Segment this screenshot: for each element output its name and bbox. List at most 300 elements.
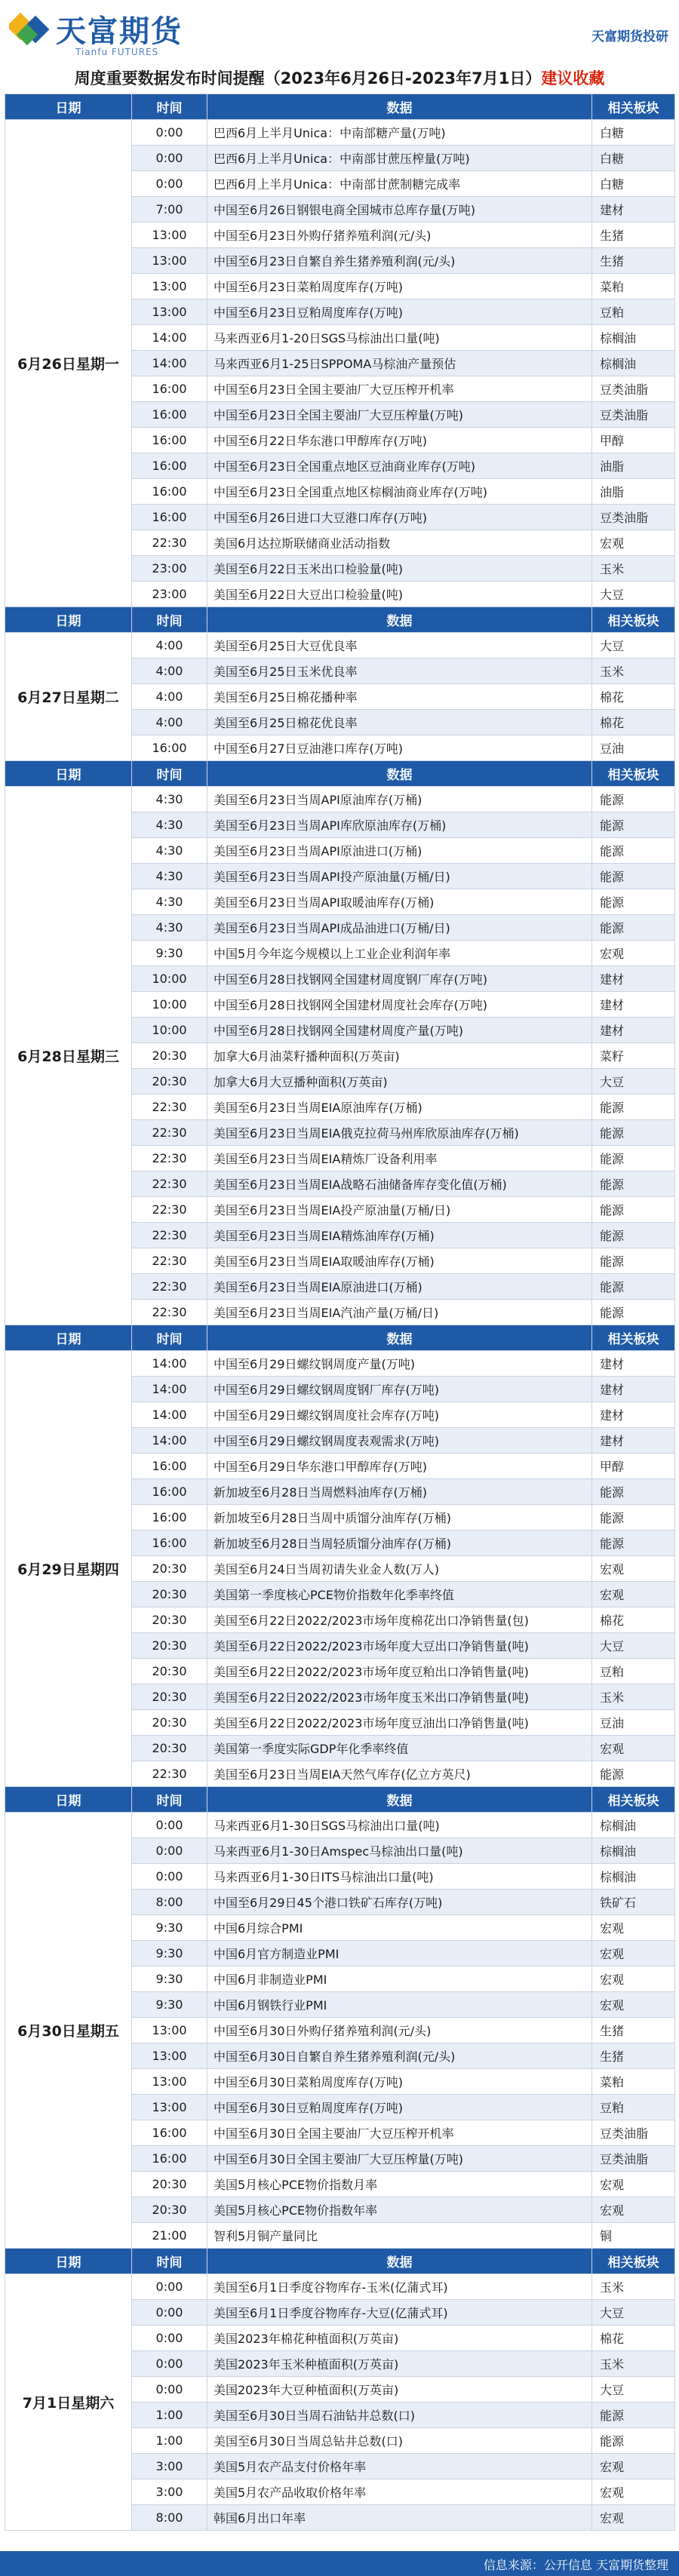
data-cell: 美国至6月23日当周API原油进口(万桶) (207, 838, 592, 864)
sector-cell: 豆粕 (592, 1659, 675, 1684)
header-date: 日期 (5, 94, 132, 120)
time-cell: 14:00 (132, 1402, 207, 1428)
sector-cell: 能源 (592, 1300, 675, 1325)
sector-cell: 能源 (592, 864, 675, 889)
sector-cell: 大豆 (592, 2300, 675, 2326)
data-cell: 美国5月核心PCE物价指数年率 (207, 2197, 592, 2223)
data-cell: 美国至6月23日当周API库欣原油库存(万桶) (207, 812, 592, 838)
data-cell: 美国至6月22日2022/2023市场年度玉米出口净销售量(吨) (207, 1684, 592, 1710)
time-cell: 13:00 (132, 299, 207, 325)
sector-cell: 白糖 (592, 146, 675, 171)
header-data: 数据 (207, 1787, 592, 1813)
time-cell: 14:00 (132, 1377, 207, 1402)
data-cell: 中国至6月23日外购仔猪养殖利润(元/头) (207, 223, 592, 248)
sector-cell: 能源 (592, 1505, 675, 1531)
time-cell: 0:00 (132, 2326, 207, 2351)
time-cell: 4:30 (132, 915, 207, 941)
header-time: 时间 (132, 1325, 207, 1351)
time-cell: 20:30 (132, 1684, 207, 1710)
sector-cell: 建材 (592, 197, 675, 223)
data-cell: 加拿大6月油菜籽播种面积(万英亩) (207, 1043, 592, 1069)
header-time: 时间 (132, 2249, 207, 2274)
header-sector: 相关板块 (592, 607, 675, 633)
time-cell: 22:30 (132, 1761, 207, 1787)
sector-cell: 建材 (592, 1018, 675, 1043)
data-cell: 马来西亚6月1-20日SGS马棕油出口量(吨) (207, 325, 592, 351)
data-cell: 中国至6月23日全国重点地区棕榈油商业库存(万吨) (207, 479, 592, 505)
sector-cell: 能源 (592, 1120, 675, 1146)
time-cell: 22:30 (132, 1120, 207, 1146)
table-row (5, 633, 675, 659)
sector-cell: 能源 (592, 1223, 675, 1248)
sector-cell: 宏观 (592, 1941, 675, 1967)
sector-cell: 宏观 (592, 530, 675, 556)
data-cell: 中国6月非制造业PMI (207, 1967, 592, 1992)
data-cell: 美国至6月23日当周EIA精炼油库存(万桶) (207, 1223, 592, 1248)
data-cell: 美国至6月25日棉花优良率 (207, 710, 592, 735)
sector-cell: 棕榈油 (592, 1838, 675, 1864)
sector-cell: 棉花 (592, 710, 675, 735)
day-date-cell: 6月29日星期四 (5, 1351, 132, 1787)
time-cell: 13:00 (132, 274, 207, 299)
day-date-cell: 6月27日星期二 (5, 633, 132, 761)
data-cell: 中国至6月28日找钢网全国建材周度钢厂库存(万吨) (207, 966, 592, 992)
column-header-row (5, 761, 675, 787)
time-cell: 10:00 (132, 966, 207, 992)
sector-cell: 能源 (592, 812, 675, 838)
sector-cell: 宏观 (592, 2172, 675, 2197)
day-section (5, 94, 675, 607)
data-cell: 中国6月钢铁行业PMI (207, 1992, 592, 2018)
time-cell: 20:30 (132, 2197, 207, 2223)
time-cell: 9:30 (132, 941, 207, 966)
time-cell: 14:00 (132, 351, 207, 376)
sector-cell: 豆油 (592, 735, 675, 761)
day-section (5, 1325, 675, 1787)
sector-cell: 能源 (592, 838, 675, 864)
time-cell: 16:00 (132, 453, 207, 479)
time-cell: 20:30 (132, 1710, 207, 1736)
time-cell: 16:00 (132, 1531, 207, 1556)
data-cell: 美国2023年大豆种植面积(万英亩) (207, 2377, 592, 2403)
time-cell: 16:00 (132, 402, 207, 428)
time-cell: 14:00 (132, 1428, 207, 1454)
sector-cell: 能源 (592, 915, 675, 941)
sector-cell: 菜粕 (592, 274, 675, 299)
time-cell: 14:00 (132, 1351, 207, 1377)
sector-cell: 菜籽 (592, 1043, 675, 1069)
time-cell: 22:30 (132, 1197, 207, 1223)
time-cell: 13:00 (132, 2095, 207, 2120)
header-time: 时间 (132, 761, 207, 787)
data-cell: 马来西亚6月1-25日SPPOMA马棕油产量预估 (207, 351, 592, 376)
sector-cell: 玉米 (592, 2351, 675, 2377)
sector-cell: 能源 (592, 889, 675, 915)
header-date: 日期 (5, 761, 132, 787)
sector-cell: 能源 (592, 1197, 675, 1223)
time-cell: 0:00 (132, 171, 207, 197)
time-cell: 22:30 (132, 1223, 207, 1248)
time-cell: 22:30 (132, 1248, 207, 1274)
time-cell: 13:00 (132, 223, 207, 248)
sector-cell: 建材 (592, 1377, 675, 1402)
table-row (5, 1813, 675, 1838)
data-cell: 中国至6月29日华东港口甲醇库存(万吨) (207, 1454, 592, 1479)
header-data: 数据 (207, 607, 592, 633)
header-time: 时间 (132, 94, 207, 120)
sector-cell: 棉花 (592, 2326, 675, 2351)
time-cell: 16:00 (132, 735, 207, 761)
data-cell: 中国6月官方制造业PMI (207, 1941, 592, 1967)
data-cell: 中国至6月26日钢银电商全国城市总库存量(万吨) (207, 197, 592, 223)
data-cell: 美国5月农产品支付价格年率 (207, 2454, 592, 2479)
time-cell: 0:00 (132, 2300, 207, 2326)
sector-cell: 棕榈油 (592, 325, 675, 351)
data-cell: 中国至6月30日全国主要油厂大豆压榨量(万吨) (207, 2146, 592, 2172)
sector-cell: 能源 (592, 1171, 675, 1197)
sector-cell: 大豆 (592, 1633, 675, 1659)
sector-cell: 宏观 (592, 1992, 675, 2018)
sector-cell: 能源 (592, 1479, 675, 1505)
time-cell: 4:30 (132, 787, 207, 812)
time-cell: 20:30 (132, 1736, 207, 1761)
table-row (5, 120, 675, 146)
data-cell: 美国2023年棉花种植面积(万英亩) (207, 2326, 592, 2351)
header-date: 日期 (5, 2249, 132, 2274)
time-cell: 22:30 (132, 1300, 207, 1325)
sector-cell: 生猪 (592, 248, 675, 274)
data-cell: 美国至6月24日当周初请失业金人数(万人) (207, 1556, 592, 1582)
time-cell: 4:00 (132, 659, 207, 684)
data-cell: 美国至6月22日2022/2023市场年度豆油出口净销售量(吨) (207, 1710, 592, 1736)
time-cell: 16:00 (132, 2146, 207, 2172)
sector-cell: 宏观 (592, 1967, 675, 1992)
header-sector: 相关板块 (592, 761, 675, 787)
sector-cell: 棕榈油 (592, 1864, 675, 1890)
time-cell: 20:30 (132, 1659, 207, 1684)
sector-cell: 大豆 (592, 633, 675, 659)
sector-cell: 豆粕 (592, 299, 675, 325)
time-cell: 4:30 (132, 812, 207, 838)
time-cell: 16:00 (132, 2120, 207, 2146)
header-time: 时间 (132, 1787, 207, 1813)
table-row (5, 1351, 675, 1377)
time-cell: 13:00 (132, 2043, 207, 2069)
data-cell: 中国至6月30日豆粕周度库存(万吨) (207, 2095, 592, 2120)
time-cell: 23:00 (132, 582, 207, 607)
time-cell: 4:30 (132, 864, 207, 889)
data-cell: 巴西6月上半月Unica：中南部糖产量(万吨) (207, 120, 592, 146)
data-cell: 中国至6月23日全国重点地区豆油商业库存(万吨) (207, 453, 592, 479)
data-cell: 巴西6月上半月Unica：中南部甘蔗压榨量(万吨) (207, 146, 592, 171)
data-cell: 新加坡至6月28日当周中质馏分油库存(万桶) (207, 1505, 592, 1531)
day-section (5, 1787, 675, 2249)
sector-cell: 甲醇 (592, 1454, 675, 1479)
data-cell: 马来西亚6月1-30日Amspec马棕油出口量(吨) (207, 1838, 592, 1864)
title-text: 周度重要数据发布时间提醒（2023年6月26日-2023年7月1日） (74, 69, 542, 88)
sector-cell: 大豆 (592, 1069, 675, 1095)
table-row (5, 787, 675, 812)
header-data: 数据 (207, 1325, 592, 1351)
data-cell: 中国至6月30日菜粕周度库存(万吨) (207, 2069, 592, 2095)
sector-cell: 建材 (592, 1351, 675, 1377)
column-header-row (5, 1787, 675, 1813)
data-cell: 中国至6月23日自繁自养生猪养殖利润(元/头) (207, 248, 592, 274)
time-cell: 9:30 (132, 1992, 207, 2018)
data-cell: 中国至6月29日螺纹钢周度表观需求(万吨) (207, 1428, 592, 1454)
time-cell: 22:30 (132, 1274, 207, 1300)
column-header-row (5, 94, 675, 120)
column-header-row (5, 607, 675, 633)
time-cell: 4:00 (132, 710, 207, 735)
sector-cell: 宏观 (592, 2197, 675, 2223)
data-cell: 美国至6月23日当周API取暖油库存(万桶) (207, 889, 592, 915)
sector-cell: 玉米 (592, 556, 675, 582)
data-cell: 美国至6月23日当周EIA精炼厂设备利用率 (207, 1146, 592, 1171)
data-cell: 美国至6月25日棉花播种率 (207, 684, 592, 710)
sector-cell: 生猪 (592, 223, 675, 248)
header-date: 日期 (5, 607, 132, 633)
time-cell: 16:00 (132, 1454, 207, 1479)
sector-cell: 棉花 (592, 1607, 675, 1633)
column-header-row (5, 1325, 675, 1351)
data-cell: 中国至6月27日豆油港口库存(万吨) (207, 735, 592, 761)
data-cell: 美国至6月23日当周EIA俄克拉荷马州库欣原油库存(万桶) (207, 1120, 592, 1146)
sector-cell: 油脂 (592, 453, 675, 479)
sector-cell: 白糖 (592, 171, 675, 197)
data-cell: 美国至6月23日当周EIA战略石油储备库存变化值(万桶) (207, 1171, 592, 1197)
header-sector: 相关板块 (592, 2249, 675, 2274)
time-cell: 3:00 (132, 2454, 207, 2479)
time-cell: 9:30 (132, 1967, 207, 1992)
sector-cell: 豆类油脂 (592, 2146, 675, 2172)
data-cell: 韩国6月出口年率 (207, 2505, 592, 2531)
column-header-row (5, 2249, 675, 2274)
data-cell: 马来西亚6月1-30日SGS马棕油出口量(吨) (207, 1813, 592, 1838)
data-cell: 美国5月核心PCE物价指数月率 (207, 2172, 592, 2197)
time-cell: 4:30 (132, 838, 207, 864)
time-cell: 20:30 (132, 1582, 207, 1607)
time-cell: 10:00 (132, 1018, 207, 1043)
sector-cell: 能源 (592, 1761, 675, 1787)
data-cell: 美国至6月1日季度谷物库存-玉米(亿蒲式耳) (207, 2274, 592, 2300)
time-cell: 4:30 (132, 889, 207, 915)
sector-cell: 铜 (592, 2223, 675, 2249)
data-cell: 美国至6月23日当周EIA天然气库存(亿立方英尺) (207, 1761, 592, 1787)
data-cell: 中国至6月23日豆粕周度库存(万吨) (207, 299, 592, 325)
data-cell: 中国至6月23日全国主要油厂大豆压榨开机率 (207, 376, 592, 402)
data-cell: 美国至6月23日当周EIA原油进口(万桶) (207, 1274, 592, 1300)
data-cell: 中国至6月30日外购仔猪养殖利润(元/头) (207, 2018, 592, 2043)
data-cell: 美国至6月30日当周总钻井总数(口) (207, 2428, 592, 2454)
day-date-cell: 6月26日星期一 (5, 120, 132, 607)
header-data: 数据 (207, 94, 592, 120)
title-note: 建议收藏 (541, 69, 605, 88)
sector-cell: 宏观 (592, 2454, 675, 2479)
time-cell: 16:00 (132, 505, 207, 530)
sector-cell: 宏观 (592, 1556, 675, 1582)
data-cell: 美国至6月30日当周石油钻井总数(口) (207, 2403, 592, 2428)
data-cell: 智利5月铜产量同比 (207, 2223, 592, 2249)
sector-cell: 油脂 (592, 479, 675, 505)
page-title (0, 65, 679, 92)
footer-source: 信息来源：公开信息 天富期货整理 (483, 2558, 668, 2572)
data-cell: 美国至6月23日当周API成品油进口(万桶/日) (207, 915, 592, 941)
sector-cell: 能源 (592, 1146, 675, 1171)
data-cell: 巴西6月上半月Unica：中南部甘蔗制糖完成率 (207, 171, 592, 197)
header-sector: 相关板块 (592, 1325, 675, 1351)
time-cell: 20:30 (132, 1069, 207, 1095)
header-data: 数据 (207, 761, 592, 787)
day-date-cell: 6月30日星期五 (5, 1813, 132, 2249)
sector-cell: 宏观 (592, 2479, 675, 2505)
sector-cell: 豆粕 (592, 2095, 675, 2120)
sector-cell: 玉米 (592, 659, 675, 684)
time-cell: 20:30 (132, 1043, 207, 1069)
time-cell: 0:00 (132, 2351, 207, 2377)
sector-cell: 玉米 (592, 2274, 675, 2300)
time-cell: 8:00 (132, 2505, 207, 2531)
time-cell: 13:00 (132, 248, 207, 274)
time-cell: 1:00 (132, 2403, 207, 2428)
sector-cell: 能源 (592, 2403, 675, 2428)
time-cell: 16:00 (132, 428, 207, 453)
time-cell: 21:00 (132, 2223, 207, 2249)
data-cell: 中国至6月22日华东港口甲醇库存(万吨) (207, 428, 592, 453)
time-cell: 0:00 (132, 1813, 207, 1838)
data-cell: 美国至6月1日季度谷物库存-大豆(亿蒲式耳) (207, 2300, 592, 2326)
table-row (5, 2274, 675, 2300)
footer-bar (0, 2551, 679, 2576)
data-cell: 美国至6月23日当周EIA投产原油量(万桶/日) (207, 1197, 592, 1223)
time-cell: 0:00 (132, 1838, 207, 1864)
day-section (5, 607, 675, 761)
time-cell: 16:00 (132, 1505, 207, 1531)
data-cell: 美国至6月22日2022/2023市场年度豆粕出口净销售量(吨) (207, 1659, 592, 1684)
sector-cell: 宏观 (592, 941, 675, 966)
header-date: 日期 (5, 1787, 132, 1813)
time-cell: 4:00 (132, 684, 207, 710)
data-cell: 美国至6月23日当周EIA取暖油库存(万桶) (207, 1248, 592, 1274)
time-cell: 0:00 (132, 146, 207, 171)
schedule-table (5, 94, 675, 2531)
time-cell: 22:30 (132, 1095, 207, 1120)
data-cell: 美国2023年玉米种植面积(万英亩) (207, 2351, 592, 2377)
sector-cell: 能源 (592, 1274, 675, 1300)
sector-cell: 豆类油脂 (592, 505, 675, 530)
time-cell: 16:00 (132, 479, 207, 505)
sector-cell: 能源 (592, 1248, 675, 1274)
data-cell: 中国至6月28日找钢网全国建材周度社会库存(万吨) (207, 992, 592, 1018)
logo-subtitle: Tianfu FUTURES (75, 47, 159, 57)
data-cell: 中国至6月23日菜粕周度库存(万吨) (207, 274, 592, 299)
data-cell: 新加坡至6月28日当周轻质馏分油库存(万桶) (207, 1531, 592, 1556)
time-cell: 23:00 (132, 556, 207, 582)
data-cell: 美国至6月25日玉米优良率 (207, 659, 592, 684)
time-cell: 22:30 (132, 530, 207, 556)
sector-cell: 铁矿石 (592, 1890, 675, 1915)
day-section (5, 2249, 675, 2531)
time-cell: 9:30 (132, 1915, 207, 1941)
sector-cell: 大豆 (592, 582, 675, 607)
time-cell: 0:00 (132, 120, 207, 146)
sector-cell: 建材 (592, 966, 675, 992)
header-sector: 相关板块 (592, 1787, 675, 1813)
sector-cell: 宏观 (592, 1582, 675, 1607)
time-cell: 14:00 (132, 325, 207, 351)
day-date-cell: 6月28日星期三 (5, 787, 132, 1325)
data-cell: 中国5月今年迄今规模以上工业企业利润年率 (207, 941, 592, 966)
sector-cell: 豆类油脂 (592, 402, 675, 428)
data-cell: 美国至6月23日当周API投产原油量(万桶/日) (207, 864, 592, 889)
sector-cell: 能源 (592, 1531, 675, 1556)
sector-cell: 大豆 (592, 2377, 675, 2403)
sector-cell: 豆油 (592, 1710, 675, 1736)
time-cell: 22:30 (132, 1171, 207, 1197)
data-cell: 美国至6月23日当周API原油库存(万桶) (207, 787, 592, 812)
sector-cell: 棉花 (592, 684, 675, 710)
time-cell: 10:00 (132, 992, 207, 1018)
time-cell: 0:00 (132, 1864, 207, 1890)
sector-cell: 能源 (592, 1095, 675, 1120)
time-cell: 20:30 (132, 1607, 207, 1633)
sector-cell: 生猪 (592, 2043, 675, 2069)
data-cell: 美国至6月22日2022/2023市场年度棉花出口净销售量(包) (207, 1607, 592, 1633)
data-cell: 新加坡至6月28日当周燃料油库存(万桶) (207, 1479, 592, 1505)
time-cell: 9:30 (132, 1941, 207, 1967)
time-cell: 13:00 (132, 2069, 207, 2095)
day-section (5, 761, 675, 1325)
time-cell: 20:30 (132, 2172, 207, 2197)
sector-cell: 生猪 (592, 2018, 675, 2043)
sector-cell: 玉米 (592, 1684, 675, 1710)
data-cell: 中国至6月29日螺纹钢周度钢厂库存(万吨) (207, 1377, 592, 1402)
sector-cell: 宏观 (592, 2505, 675, 2531)
data-cell: 中国至6月30日自繁自养生猪养殖利润(元/头) (207, 2043, 592, 2069)
data-cell: 中国至6月29日螺纹钢周度社会库存(万吨) (207, 1402, 592, 1428)
time-cell: 16:00 (132, 1479, 207, 1505)
data-cell: 美国至6月25日大豆优良率 (207, 633, 592, 659)
header-sector: 相关板块 (592, 94, 675, 120)
logo-text: 天富期货 (56, 14, 183, 49)
day-date-cell: 7月1日星期六 (5, 2274, 132, 2531)
time-cell: 7:00 (132, 197, 207, 223)
header-date: 日期 (5, 1325, 132, 1351)
time-cell: 16:00 (132, 376, 207, 402)
data-cell: 美国5月农产品收取价格年率 (207, 2479, 592, 2505)
time-cell: 13:00 (132, 2018, 207, 2043)
data-cell: 中国至6月28日找钢网全国建材周度产量(万吨) (207, 1018, 592, 1043)
time-cell: 3:00 (132, 2479, 207, 2505)
sector-cell: 棕榈油 (592, 1813, 675, 1838)
data-cell: 中国6月综合PMI (207, 1915, 592, 1941)
time-cell: 1:00 (132, 2428, 207, 2454)
time-cell: 22:30 (132, 1146, 207, 1171)
sector-cell: 豆类油脂 (592, 376, 675, 402)
time-cell: 0:00 (132, 2274, 207, 2300)
sector-cell: 能源 (592, 787, 675, 812)
time-cell: 4:00 (132, 633, 207, 659)
sector-cell: 宏观 (592, 1915, 675, 1941)
sector-cell: 豆类油脂 (592, 2120, 675, 2146)
data-cell: 中国至6月26日进口大豆港口库存(万吨) (207, 505, 592, 530)
time-cell: 20:30 (132, 1556, 207, 1582)
sector-cell: 菜粕 (592, 2069, 675, 2095)
sector-cell: 白糖 (592, 120, 675, 146)
data-cell: 美国至6月22日玉米出口检验量(吨) (207, 556, 592, 582)
data-cell: 中国至6月23日全国主要油厂大豆压榨量(万吨) (207, 402, 592, 428)
data-cell: 马来西亚6月1-30日ITS马棕油出口量(吨) (207, 1864, 592, 1890)
